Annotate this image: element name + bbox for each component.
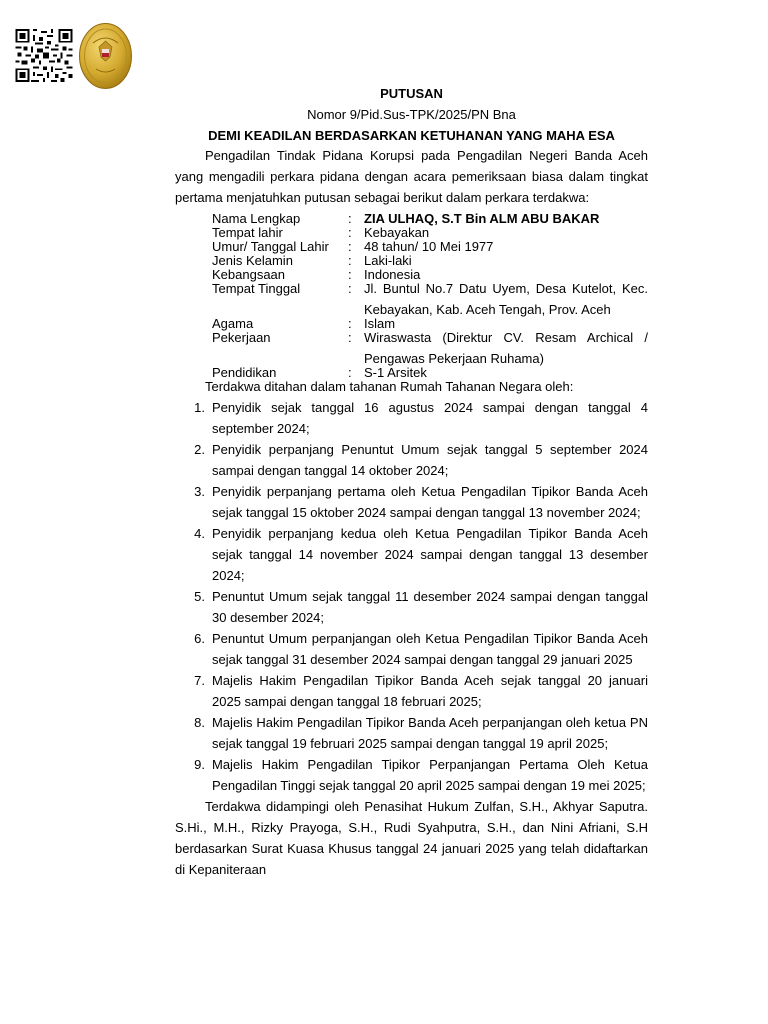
list-text: Penyidik perpanjang Penuntut Umum sejak tanggal 5 september 2024 sampai dengan tanggal 14 oktober 2024; bbox=[212, 442, 648, 478]
list-item bbox=[175, 397, 648, 439]
field-value-address: Jl. Buntul No.7 Datu Uyem, Desa Kutelot, Kec. Kebayakan, Kab. Aceh Tengah, Prov. Aceh bbox=[364, 281, 648, 317]
field-separator: : bbox=[348, 267, 352, 282]
list-item bbox=[175, 523, 648, 586]
field-label: Kebangsaan bbox=[212, 267, 286, 282]
list-item bbox=[175, 670, 648, 712]
field-label: Pekerjaan bbox=[212, 330, 271, 345]
field-label: Nama Lengkap bbox=[212, 211, 301, 226]
list-number: 1. bbox=[194, 400, 205, 415]
list-text: Penuntut Umum sejak tanggal 11 desember 2024 sampai dengan tanggal 30 desember 2024; bbox=[212, 589, 648, 625]
list-number: 8. bbox=[194, 715, 205, 730]
field-value-occupation: Wiraswasta (Direktur CV. Resam Archical / Pengawas Pekerjaan Ruhama) bbox=[364, 330, 648, 366]
list-item bbox=[175, 586, 648, 628]
document-title: PUTUSAN bbox=[380, 86, 443, 101]
list-item bbox=[175, 481, 648, 523]
intro-paragraph: Pengadilan Tindak Pidana Korupsi pada Pengadilan Negeri Banda Aceh yang mengadili perkara pidana dengan acara pemeriksaan biasa dalam tingkat pertama menjatuhkan putusan sebagai berikut dalam perkara terdakwa: bbox=[175, 148, 648, 205]
field-separator: : bbox=[348, 365, 352, 380]
list-number: 3. bbox=[194, 484, 205, 499]
field-label: Jenis Kelamin bbox=[212, 253, 293, 268]
list-text: Penuntut Umum perpanjangan oleh Ketua Pengadilan Tipikor Banda Aceh sejak tanggal 31 desember 2024 sampai dengan tanggal 29 januari 2025 bbox=[212, 631, 648, 667]
list-text: Majelis Hakim Pengadilan Tipikor Banda Aceh perpanjangan oleh ketua PN sejak tanggal 19 februari 2025 sampai dengan tanggal 19 april 2025; bbox=[212, 715, 648, 751]
list-number: 9. bbox=[194, 757, 205, 772]
field-separator: : bbox=[348, 316, 352, 331]
list-text: Majelis Hakim Pengadilan Tipikor Banda Aceh sejak tanggal 20 januari 2025 sampai dengan tanggal 18 februari 2025; bbox=[212, 673, 648, 709]
field-label: Tempat Tinggal bbox=[212, 281, 301, 296]
field-separator: : bbox=[348, 225, 352, 240]
list-item bbox=[175, 439, 648, 481]
list-number: 5. bbox=[194, 589, 205, 604]
list-number: 4. bbox=[194, 526, 205, 541]
field-value: Kebayakan bbox=[364, 225, 430, 240]
field-label: Umur/ Tanggal Lahir bbox=[212, 239, 329, 254]
closing-paragraph: Terdakwa didampingi oleh Penasihat Hukum Zulfan, S.H., Akhyar Saputra. S.Hi., M.H., Rizky Prayoga, S.H., Rudi Syahputra, S.H., dan Nini Afriani, S.H berdasarkan Surat Kuasa Khusus tanggal 24 januari 2025 yang telah didaftarkan di Kepaniteraan bbox=[175, 799, 648, 877]
field-value: Indonesia bbox=[364, 267, 421, 282]
field-label: Agama bbox=[212, 316, 254, 331]
field-separator: : bbox=[348, 211, 352, 226]
list-text: Majelis Hakim Pengadilan Tipikor Perpanjangan Pertama Oleh Ketua Pengadilan Tinggi sejak tanggal 20 april 2025 sampai dengan 19 mei 2025; bbox=[212, 757, 648, 793]
list-number: 6. bbox=[194, 631, 205, 646]
field-separator: : bbox=[348, 281, 352, 296]
list-number: 7. bbox=[194, 673, 205, 688]
list-item bbox=[175, 712, 648, 754]
field-separator: : bbox=[348, 239, 352, 254]
motto: DEMI KEADILAN BERDASARKAN KETUHANAN YANG MAHA ESA bbox=[208, 128, 615, 143]
list-text: Penyidik perpanjang kedua oleh Ketua Pengadilan Tipikor Banda Aceh sejak tanggal 14 november 2024 sampai dengan tanggal 13 desember 2024; bbox=[212, 526, 648, 583]
field-value: Laki-laki bbox=[364, 253, 412, 268]
list-item bbox=[175, 754, 648, 796]
mahkamah-agung-emblem-icon bbox=[79, 23, 132, 89]
list-number: 2. bbox=[194, 442, 205, 457]
field-separator: : bbox=[348, 253, 352, 268]
list-text: Penyidik perpanjang pertama oleh Ketua Pengadilan Tipikor Banda Aceh sejak tanggal 15 oktober 2024 sampai dengan tanggal 13 november 2024; bbox=[212, 484, 648, 520]
field-separator: : bbox=[348, 330, 352, 345]
field-value: 48 tahun/ 10 Mei 1977 bbox=[364, 239, 494, 254]
field-value: S-1 Arsitek bbox=[364, 365, 427, 380]
field-value: Islam bbox=[364, 316, 396, 331]
qr-code-icon bbox=[15, 29, 73, 82]
list-item bbox=[175, 628, 648, 670]
case-number: Nomor 9/Pid.Sus-TPK/2025/PN Bna bbox=[307, 107, 516, 122]
detention-intro: Terdakwa ditahan dalam tahanan Rumah Tahanan Negara oleh: bbox=[205, 379, 574, 394]
field-label: Pendidikan bbox=[212, 365, 277, 380]
field-label: Tempat lahir bbox=[212, 225, 283, 240]
field-value-name: ZIA ULHAQ, S.T Bin ALM ABU BAKAR bbox=[364, 211, 600, 226]
list-text: Penyidik sejak tanggal 16 agustus 2024 sampai dengan tanggal 4 september 2024; bbox=[212, 400, 648, 436]
